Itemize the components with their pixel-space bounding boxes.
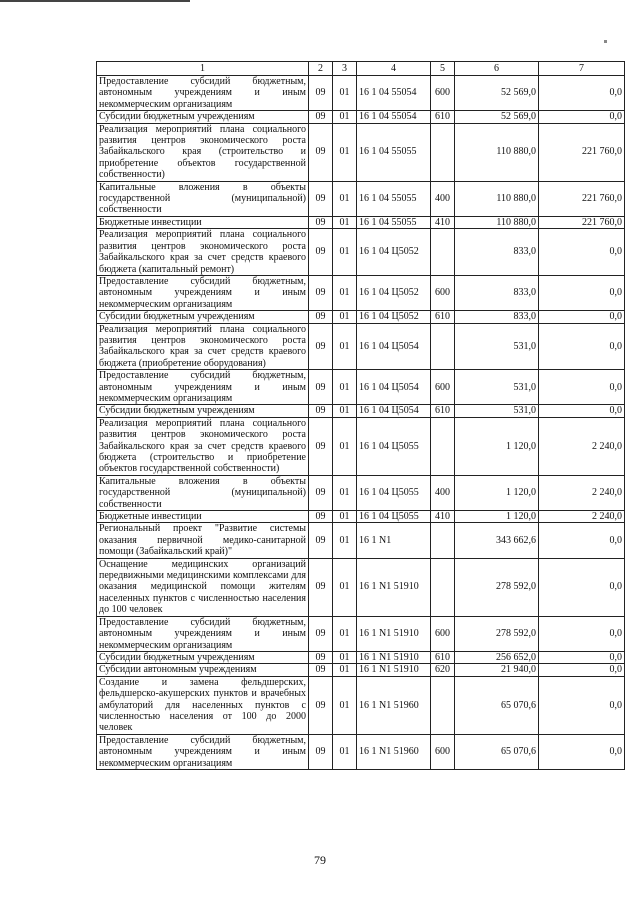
target-article-code: 16 1 04 Ц5055	[357, 417, 431, 475]
subsection-code: 01	[333, 651, 357, 663]
amount-col6: 65 070,6	[455, 676, 539, 734]
expense-type-code: 610	[431, 311, 455, 323]
target-article-code: 16 1 04 Ц5052	[357, 275, 431, 310]
target-article-code: 16 1 04 55055	[357, 216, 431, 228]
expense-type-code	[431, 229, 455, 276]
subsection-code: 01	[333, 311, 357, 323]
table-row	[97, 123, 625, 181]
expense-type-code: 600	[431, 734, 455, 769]
table-row	[97, 275, 625, 310]
target-article-code: 16 1 04 Ц5055	[357, 475, 431, 510]
target-article-code: 16 1 04 55055	[357, 123, 431, 181]
row-description: Бюджетные инвестиции	[97, 511, 309, 523]
subsection-code: 01	[333, 76, 357, 111]
expense-type-code	[431, 676, 455, 734]
target-article-code: 16 1 04 Ц5054	[357, 323, 431, 370]
subsection-code: 01	[333, 229, 357, 276]
expense-type-code: 610	[431, 405, 455, 417]
table-row	[97, 216, 625, 228]
subsection-code: 01	[333, 616, 357, 651]
section-code: 09	[309, 76, 333, 111]
subsection-code: 01	[333, 734, 357, 769]
target-article-code: 16 1 04 55054	[357, 76, 431, 111]
expense-type-code: 400	[431, 181, 455, 216]
row-description: Региональный проект "Развитие системы оказания первичной медико-санитарной помощи (Забайкальский край)"	[97, 523, 309, 558]
expense-type-code	[431, 523, 455, 558]
subsection-code: 01	[333, 111, 357, 123]
expense-type-code: 410	[431, 511, 455, 523]
row-description: Субсидии бюджетным учреждениям	[97, 111, 309, 123]
expense-type-code: 600	[431, 370, 455, 405]
amount-col7: 2 240,0	[539, 417, 625, 475]
amount-col7: 0,0	[539, 229, 625, 276]
table-row	[97, 181, 625, 216]
expense-type-code	[431, 558, 455, 616]
section-code: 09	[309, 123, 333, 181]
table-row	[97, 405, 625, 417]
subsection-code: 01	[333, 664, 357, 676]
section-code: 09	[309, 229, 333, 276]
col-header-6: 6	[455, 62, 539, 76]
row-description: Предоставление субсидий бюджетным, автономным учреждениям и иным некоммерческим организациям	[97, 734, 309, 769]
section-code: 09	[309, 475, 333, 510]
amount-col7: 221 760,0	[539, 216, 625, 228]
amount-col6: 278 592,0	[455, 616, 539, 651]
expense-type-code	[431, 323, 455, 370]
amount-col6: 110 880,0	[455, 181, 539, 216]
expense-type-code	[431, 417, 455, 475]
section-code: 09	[309, 275, 333, 310]
amount-col7: 0,0	[539, 323, 625, 370]
section-code: 09	[309, 370, 333, 405]
section-code: 09	[309, 664, 333, 676]
target-article-code: 16 1 N1 51910	[357, 651, 431, 663]
col-header-4: 4	[357, 62, 431, 76]
table-row	[97, 734, 625, 769]
amount-col6: 52 569,0	[455, 76, 539, 111]
target-article-code: 16 1 04 Ц5052	[357, 229, 431, 276]
budget-table	[96, 61, 625, 770]
row-description: Реализация мероприятий плана социального развития центров экономического роста Забайкальского края за счет средств краевого бюджета (приобретение оборудования)	[97, 323, 309, 370]
section-code: 09	[309, 558, 333, 616]
amount-col7: 0,0	[539, 111, 625, 123]
section-code: 09	[309, 676, 333, 734]
table-row	[97, 651, 625, 663]
amount-col6: 65 070,6	[455, 734, 539, 769]
target-article-code: 16 1 04 55055	[357, 181, 431, 216]
section-code: 09	[309, 523, 333, 558]
subsection-code: 01	[333, 216, 357, 228]
subsection-code: 01	[333, 676, 357, 734]
amount-col6: 531,0	[455, 405, 539, 417]
page-number: 79	[314, 853, 326, 867]
expense-type-code: 600	[431, 616, 455, 651]
subsection-code: 01	[333, 181, 357, 216]
amount-col7: 0,0	[539, 651, 625, 663]
section-code: 09	[309, 651, 333, 663]
amount-col6: 531,0	[455, 370, 539, 405]
section-code: 09	[309, 511, 333, 523]
subsection-code: 01	[333, 370, 357, 405]
target-article-code: 16 1 04 Ц5054	[357, 370, 431, 405]
amount-col6: 278 592,0	[455, 558, 539, 616]
subsection-code: 01	[333, 523, 357, 558]
target-article-code: 16 1 N1 51910	[357, 664, 431, 676]
expense-type-code: 600	[431, 275, 455, 310]
table-row	[97, 511, 625, 523]
target-article-code: 16 1 N1 51910	[357, 558, 431, 616]
row-description: Бюджетные инвестиции	[97, 216, 309, 228]
table-row	[97, 76, 625, 111]
col-header-7: 7	[539, 62, 625, 76]
row-description: Субсидии бюджетным учреждениям	[97, 405, 309, 417]
section-code: 09	[309, 734, 333, 769]
table-row	[97, 676, 625, 734]
table-row	[97, 475, 625, 510]
amount-col6: 52 569,0	[455, 111, 539, 123]
table-row	[97, 311, 625, 323]
expense-type-code: 610	[431, 111, 455, 123]
amount-col6: 833,0	[455, 229, 539, 276]
amount-col7: 0,0	[539, 76, 625, 111]
amount-col7: 0,0	[539, 616, 625, 651]
amount-col6: 531,0	[455, 323, 539, 370]
row-description: Предоставление субсидий бюджетным, автономным учреждениям и иным некоммерческим организациям	[97, 275, 309, 310]
table-row	[97, 417, 625, 475]
target-article-code: 16 1 04 Ц5055	[357, 511, 431, 523]
amount-col7: 0,0	[539, 370, 625, 405]
amount-col6: 1 120,0	[455, 417, 539, 475]
section-code: 09	[309, 181, 333, 216]
amount-col7: 0,0	[539, 676, 625, 734]
row-description: Субсидии автономным учреждениям	[97, 664, 309, 676]
table-row	[97, 229, 625, 276]
section-code: 09	[309, 111, 333, 123]
row-description: Предоставление субсидий бюджетным, автономным учреждениям и иным некоммерческим организациям	[97, 370, 309, 405]
section-code: 09	[309, 216, 333, 228]
amount-col7: 0,0	[539, 311, 625, 323]
section-code: 09	[309, 323, 333, 370]
section-code: 09	[309, 616, 333, 651]
scan-mark	[604, 40, 607, 43]
section-code: 09	[309, 311, 333, 323]
subsection-code: 01	[333, 558, 357, 616]
table-row	[97, 558, 625, 616]
section-code: 09	[309, 405, 333, 417]
amount-col6: 1 120,0	[455, 475, 539, 510]
target-article-code: 16 1 04 Ц5054	[357, 405, 431, 417]
table-body	[97, 76, 625, 770]
expense-type-code: 600	[431, 76, 455, 111]
row-description: Капитальные вложения в объекты государственной (муниципальной) собственности	[97, 475, 309, 510]
subsection-code: 01	[333, 475, 357, 510]
amount-col6: 343 662,6	[455, 523, 539, 558]
amount-col7: 0,0	[539, 405, 625, 417]
target-article-code: 16 1 04 Ц5052	[357, 311, 431, 323]
table-row	[97, 370, 625, 405]
amount-col7: 221 760,0	[539, 123, 625, 181]
row-description: Реализация мероприятий плана социального развития центров экономического роста Забайкальского края (строительство и приобретение объектов государственной собственности)	[97, 123, 309, 181]
target-article-code: 16 1 N1 51960	[357, 676, 431, 734]
amount-col6: 110 880,0	[455, 123, 539, 181]
amount-col7: 0,0	[539, 734, 625, 769]
row-description: Оснащение медицинских организаций передвижными медицинскими комплексами для оказания медицинской помощи жителям населенных пунктов с численностью населения до 100 человек	[97, 558, 309, 616]
target-article-code: 16 1 04 55054	[357, 111, 431, 123]
col-header-3: 3	[333, 62, 357, 76]
col-header-1: 1	[97, 62, 309, 76]
subsection-code: 01	[333, 123, 357, 181]
table-row	[97, 323, 625, 370]
table-row	[97, 664, 625, 676]
amount-col6: 833,0	[455, 311, 539, 323]
row-description: Капитальные вложения в объекты государственной (муниципальной) собственности	[97, 181, 309, 216]
table-row	[97, 111, 625, 123]
amount-col7: 0,0	[539, 275, 625, 310]
amount-col6: 110 880,0	[455, 216, 539, 228]
col-header-2: 2	[309, 62, 333, 76]
target-article-code: 16 1 N1 51910	[357, 616, 431, 651]
col-header-5: 5	[431, 62, 455, 76]
row-description: Предоставление субсидий бюджетным, автономным учреждениям и иным некоммерческим организациям	[97, 616, 309, 651]
expense-type-code: 400	[431, 475, 455, 510]
table-row	[97, 616, 625, 651]
amount-col6: 1 120,0	[455, 511, 539, 523]
section-code: 09	[309, 417, 333, 475]
subsection-code: 01	[333, 275, 357, 310]
amount-col7: 0,0	[539, 558, 625, 616]
table-row	[97, 523, 625, 558]
expense-type-code: 610	[431, 651, 455, 663]
amount-col7: 0,0	[539, 664, 625, 676]
amount-col7: 2 240,0	[539, 511, 625, 523]
amount-col7: 221 760,0	[539, 181, 625, 216]
target-article-code: 16 1 N1 51960	[357, 734, 431, 769]
row-description: Реализация мероприятий плана социального развития центров экономического роста Забайкальского края за счет средств краевого бюджета (строительство и приобретение объектов государственной собственности)	[97, 417, 309, 475]
subsection-code: 01	[333, 511, 357, 523]
amount-col6: 833,0	[455, 275, 539, 310]
row-description: Реализация мероприятий плана социального развития центров экономического роста Забайкальского края за счет средств краевого бюджета (капитальный ремонт)	[97, 229, 309, 276]
subsection-code: 01	[333, 405, 357, 417]
subsection-code: 01	[333, 417, 357, 475]
amount-col6: 256 652,0	[455, 651, 539, 663]
row-description: Субсидии бюджетным учреждениям	[97, 651, 309, 663]
amount-col6: 21 940,0	[455, 664, 539, 676]
expense-type-code: 620	[431, 664, 455, 676]
expense-type-code	[431, 123, 455, 181]
row-description: Предоставление субсидий бюджетным, автономным учреждениям и иным некоммерческим организациям	[97, 76, 309, 111]
subsection-code: 01	[333, 323, 357, 370]
amount-col7: 0,0	[539, 523, 625, 558]
top-rule	[0, 0, 190, 2]
header-row	[97, 62, 625, 76]
expense-type-code: 410	[431, 216, 455, 228]
row-description: Субсидии бюджетным учреждениям	[97, 311, 309, 323]
amount-col7: 2 240,0	[539, 475, 625, 510]
row-description: Создание и замена фельдшерских, фельдшерско-акушерских пунктов и врачебных амбулаторий для населенных пунктов с численностью населения от 100 до 2000 человек	[97, 676, 309, 734]
target-article-code: 16 1 N1	[357, 523, 431, 558]
